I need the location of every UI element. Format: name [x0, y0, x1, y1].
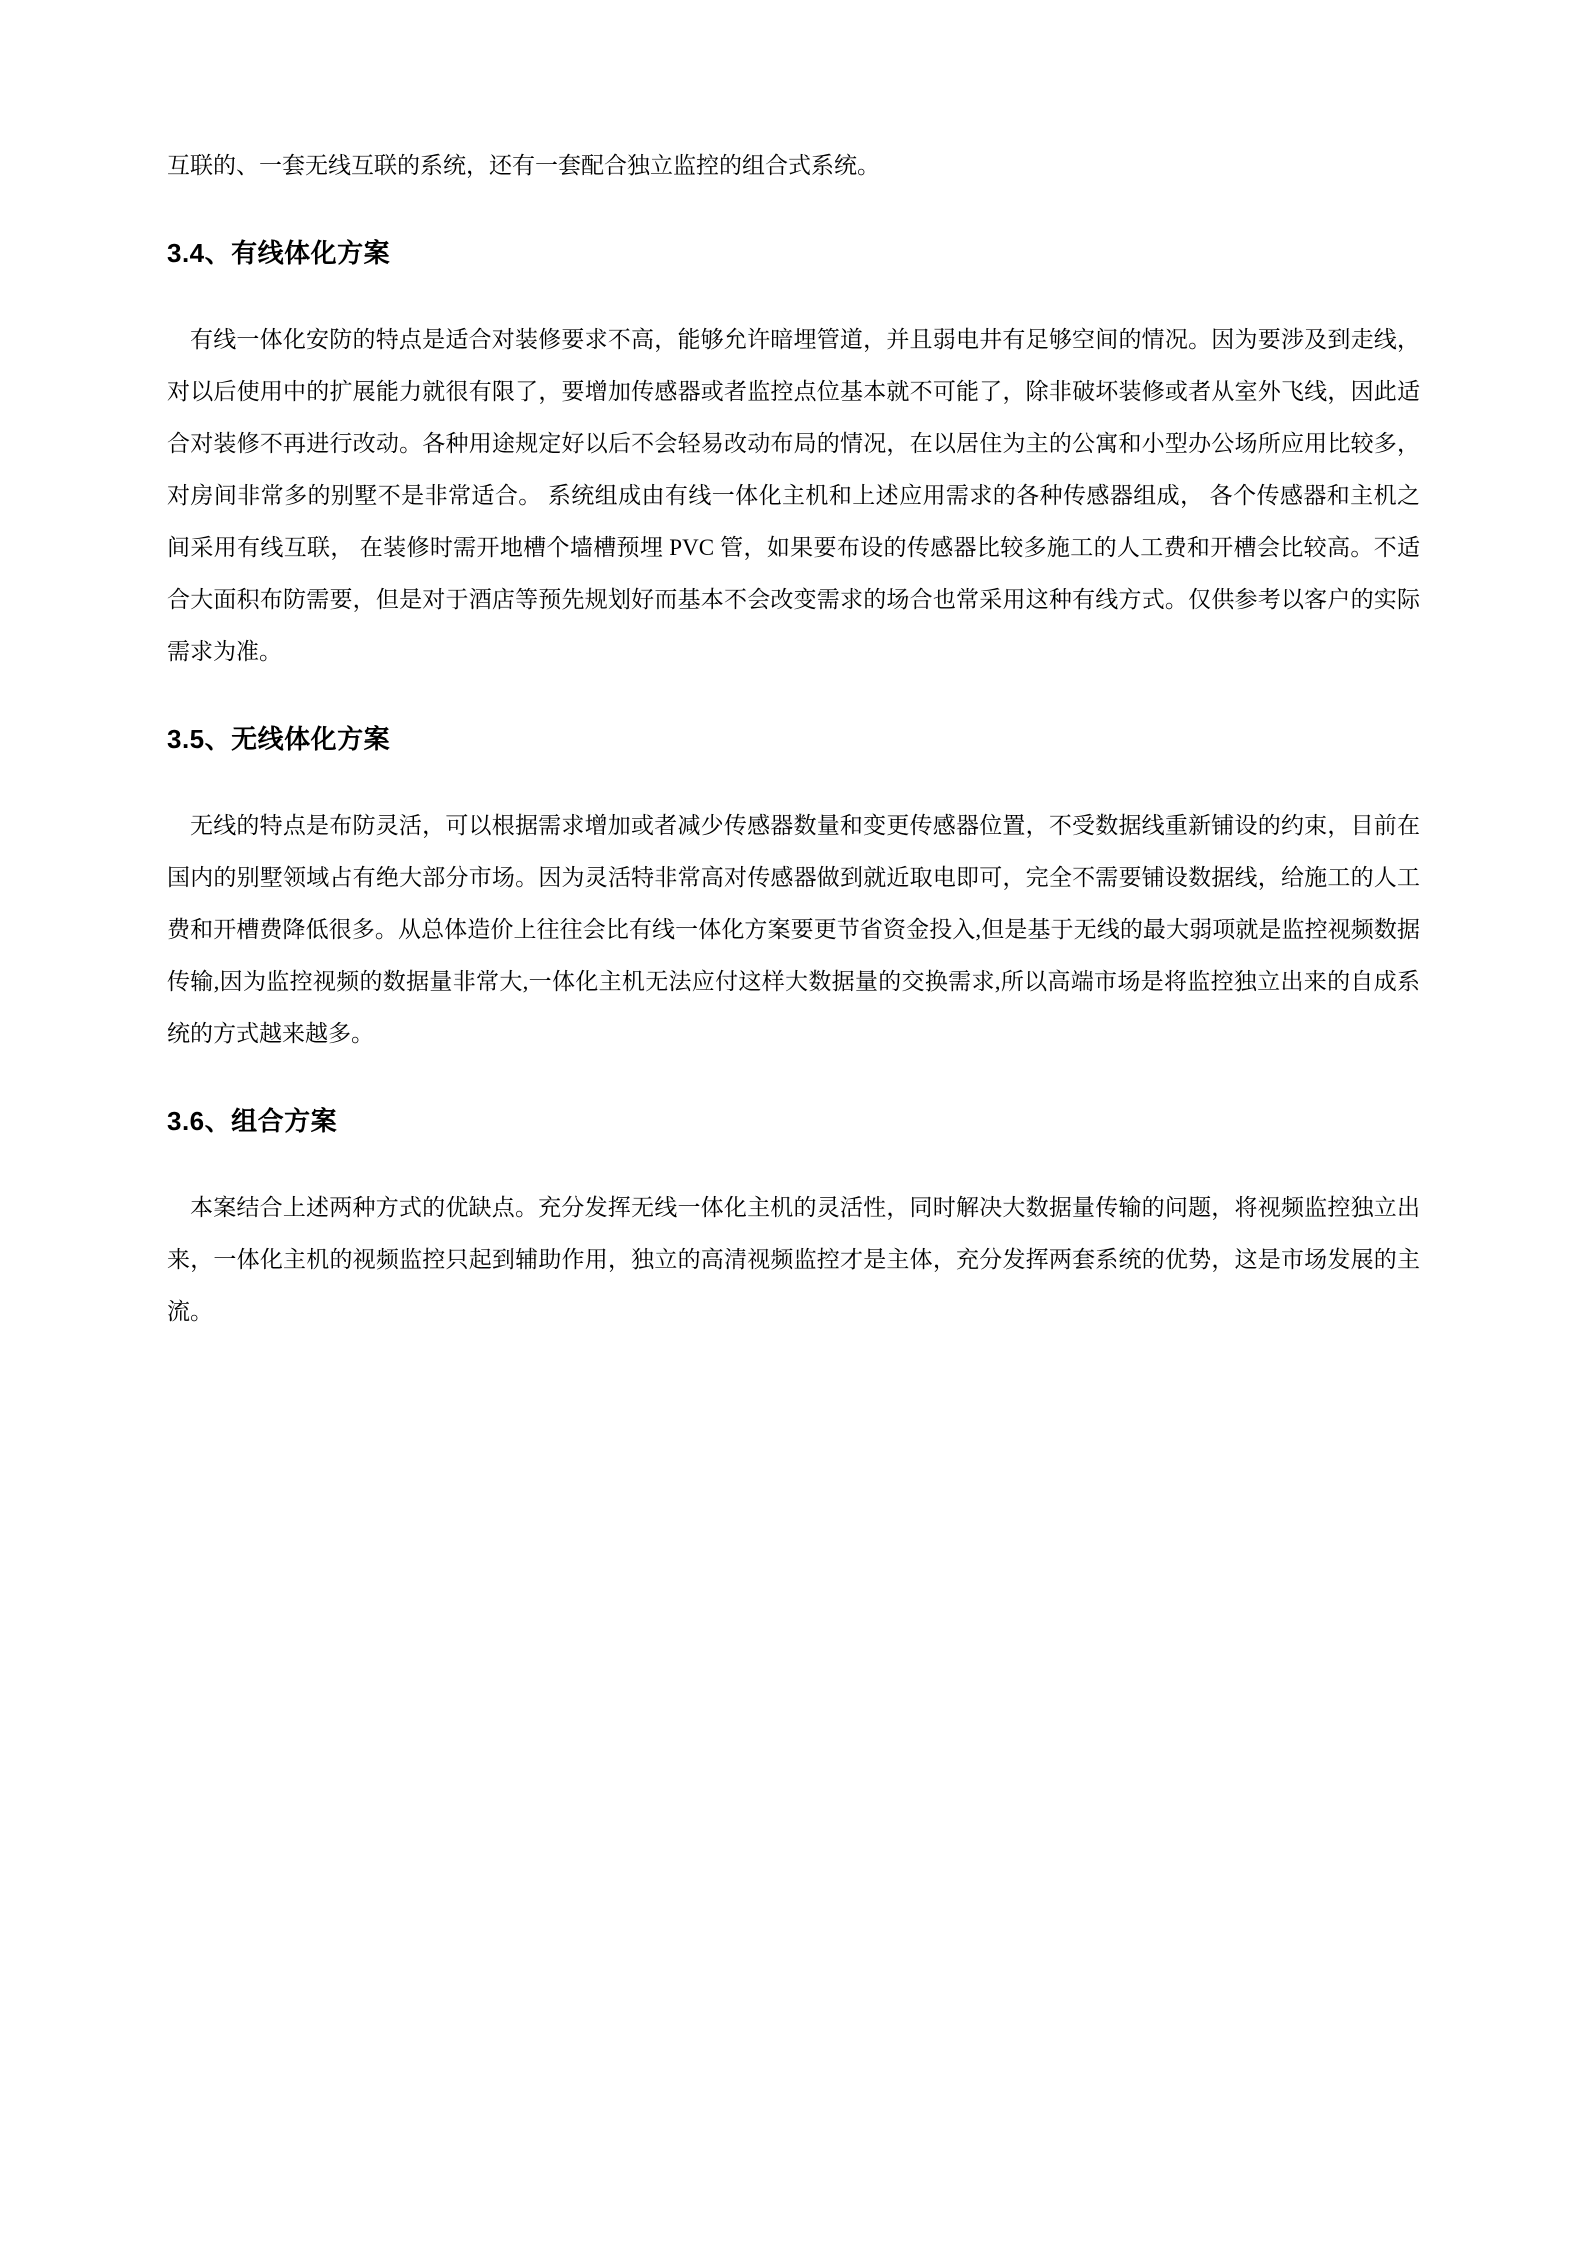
section-paragraph-3-6: 本案结合上述两种方式的优缺点。充分发挥无线一体化主机的灵活性，同时解决大数据量传输的问题，将视频监控独立出来，一体化主机的视频监控只起到辅助作用，独立的高清视频监控才是主体，充分发挥两套系统的优势，这是市场发展的主流。 — [167, 1195, 1420, 1324]
section-paragraph-3-5: 无线的特点是布防灵活，可以根据需求增加或者减少传感器数量和变更传感器位置，不受数据线重新铺设的约束，目前在国内的别墅领域占有绝大部分市场。因为灵活特非常高对传感器做到就近取电即可，完全不需要铺设数据线，给施工的人工费和开槽费降低很多。从总体造价上往往会比有线一体化方案要更节省资金投入,但是基于无线的最大弱项就是监控视频数据传输,因为监控视频的数据量非常大,一体化主机无法应付这样大数据量的交换需求,所以高端市场是将监控独立出来的自成系统的方式越来越多。 — [167, 813, 1420, 1046]
section-heading-3-4: 3.4、有线体化方案 — [167, 238, 391, 268]
section-heading-3-6: 3.6、组合方案 — [167, 1106, 338, 1136]
section-heading-3-5: 3.5、无线体化方案 — [167, 724, 391, 754]
intro-paragraph: 互联的、一套无线互联的系统，还有一套配合独立监控的组合式系统。 — [167, 153, 880, 178]
section-paragraph-3-4: 有线一体化安防的特点是适合对装修要求不高，能够允许暗埋管道，并且弱电井有足够空间的情况。因为要涉及到走线，对以后使用中的扩展能力就很有限了，要增加传感器或者监控点位基本就不可能了，除非破坏装修或者从室外飞线，因此适合对装修不再进行改动。各种用途规定好以后不会轻易改动布局的情况，在以居住为主的公寓和小型办公场所应用比较多， 对房间非常多的别墅不是非常适合。 系统组成由有线一体化主机和上述应用需求的各种传感器组成， 各个传感器和主机之间采用有线互联， 在装修时需开地槽个墙槽预埋 PVC 管，如果要布设的传感器比较多施工的人工费和开槽会比较高。不适合大面积布防需要，但是对于酒店等预先规划好而基本不会改变需求的场合也常采用这种有线方式。仅供参考以客户的实际需求为准。 — [167, 327, 1420, 664]
